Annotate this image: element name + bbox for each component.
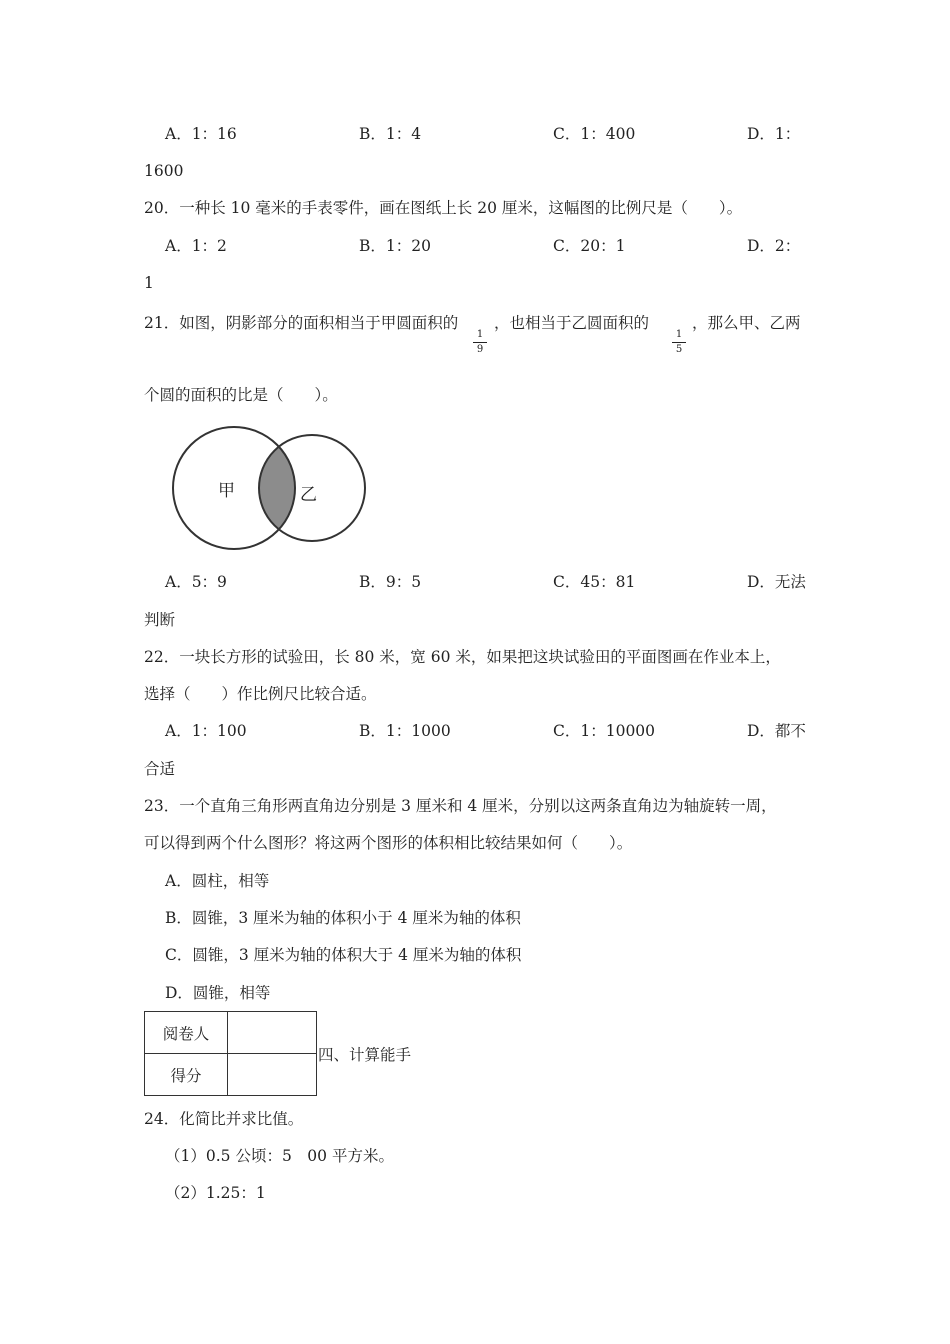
q21-fraction-1-denominator: 9 [476,344,484,355]
q21-option-d-wrap: 判断 [144,611,176,629]
q20-option-c[interactable]: C．20：1 [553,237,626,255]
q21-option-a[interactable]: A．5：9 [165,573,227,591]
q19-option-a[interactable]: A．1：16 [165,125,237,143]
q21-question-part1: 21．如图，阴影部分的面积相当于甲圆面积的 [144,314,459,332]
score-cell[interactable] [228,1054,317,1096]
q23-question-line1: 23．一个直角三角形两直角边分别是 3 厘米和 4 厘米，分别以这两条直角边为轴旋转一周， [144,797,777,815]
q23-option-b[interactable]: B．圆锥，3 厘米为轴的体积小于 4 厘米为轴的体积 [165,909,521,927]
q22-option-d[interactable]: D．都不 [747,722,806,740]
reviewer-label: 阅卷人 [145,1012,228,1054]
q19-option-d-wrap: 1600 [144,162,184,180]
q21-fraction-1-numerator: 1 [476,329,484,340]
score-table [144,1011,317,1096]
q21-question-part3: ，那么甲、乙两 [692,314,801,332]
venn-diagram [160,420,370,560]
q23-question-line2: 可以得到两个什么图形？将这两个图形的体积相比较结果如何（ ）。 [144,834,633,852]
q21-fraction-2-denominator: 5 [675,344,683,355]
q22-option-b[interactable]: B．1：1000 [359,722,451,740]
q21-option-b[interactable]: B．9：5 [359,573,422,591]
q22-question-line1: 22．一块长方形的试验田，长 80 米，宽 60 米，如果把这块试验田的平面图画在作业本上， [144,648,781,666]
q21-option-c[interactable]: C．45：81 [553,573,636,591]
q24-item-2: （2）1.25：1 [165,1184,266,1202]
q23-option-c[interactable]: C．圆锥，3 厘米为轴的体积大于 4 厘米为轴的体积 [165,946,522,964]
q20-option-d-wrap: 1 [144,274,154,292]
score-label: 得分 [145,1054,228,1096]
q20-option-a[interactable]: A．1：2 [165,237,227,255]
reviewer-cell[interactable] [228,1012,317,1054]
q22-question-line2: 选择（ ）作比例尺比较合适。 [144,685,377,703]
q21-question-part2: ，也相当于乙圆面积的 [494,314,650,332]
q22-option-d-wrap: 合适 [144,760,176,778]
q20-option-b[interactable]: B．1：20 [359,237,431,255]
q20-question: 20．一种长 10 毫米的手表零件，画在图纸上长 20 厘米，这幅图的比例尺是（ ）。 [144,199,743,217]
section-title: 四、计算能手 [318,1046,412,1064]
q24-question: 24．化简比并求比值。 [144,1110,304,1128]
q24-item-1: （1）0.5 公顷：5 00 平方米。 [165,1147,394,1165]
q19-option-d[interactable]: D．1： [747,125,801,143]
q21-fraction-1 [473,329,487,356]
q21-fraction-2-numerator: 1 [675,329,683,340]
q22-option-c[interactable]: C．1：10000 [553,722,656,740]
q19-option-c[interactable]: C．1：400 [553,125,636,143]
q21-fraction-2 [672,329,686,356]
q23-option-d[interactable]: D．圆锥，相等 [165,984,271,1002]
circle-yi-label: 乙 [300,485,317,505]
circle-jia-label: 甲 [218,481,235,501]
q23-option-a[interactable]: A．圆柱，相等 [165,872,270,890]
q21-option-d[interactable]: D．无法 [747,573,806,591]
q20-option-d[interactable]: D．2： [747,237,801,255]
q19-option-b[interactable]: B．1：4 [359,125,422,143]
q21-question-line2: 个圆的面积的比是（ ）。 [144,386,338,404]
q22-option-a[interactable]: A．1：100 [165,722,247,740]
